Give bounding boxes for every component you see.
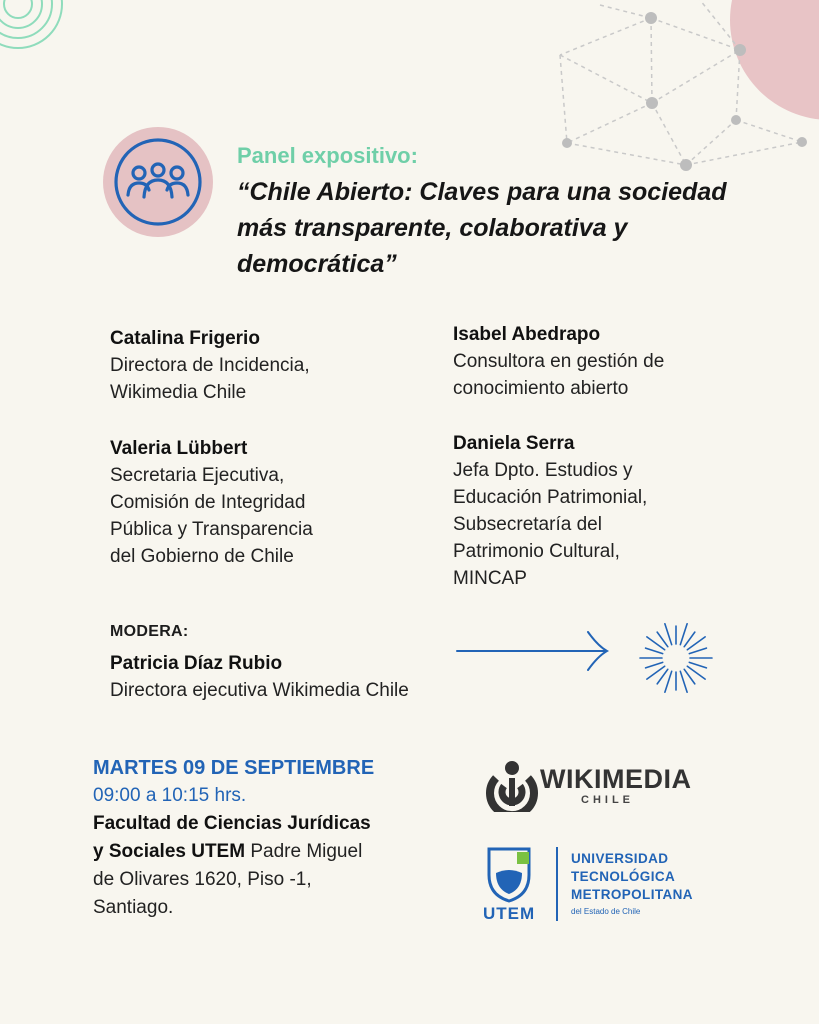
starburst-ray — [684, 632, 695, 647]
starburst-ray — [689, 662, 706, 668]
panel-title: “Chile Abierto: Claves para una sociedad más transparente, colaborativa y democrática” — [237, 178, 727, 278]
wikimedia-logo-text: WIKIMEDIA — [540, 764, 692, 794]
starburst-ray — [646, 648, 663, 654]
people-group-icon — [103, 127, 213, 237]
wikimedia-logo-icon — [486, 760, 538, 812]
speaker-role-line: Consultora en gestión de — [453, 351, 665, 372]
green-arcs-decoration — [0, 0, 62, 48]
utem-logo-subtext: del Estado de Chile — [571, 907, 641, 916]
speaker-role-line: Comisión de Integridad — [110, 492, 306, 513]
venue-name-line1: Facultad de Ciencias Jurídicas — [93, 813, 371, 834]
event-venue — [93, 810, 453, 922]
speaker-role-line: del Gobierno de Chile — [110, 546, 294, 567]
speaker-name: Daniela Serra — [453, 433, 575, 454]
speaker-role-line: Wikimedia Chile — [110, 382, 247, 403]
speaker-role-line: Educación Patrimonial, — [453, 487, 648, 508]
panel-label: Panel expositivo: — [237, 143, 418, 168]
starburst-ray — [689, 648, 706, 654]
speaker-role-line: conocimiento abierto — [453, 378, 629, 399]
speaker-role-line: Pública y Transparencia — [110, 519, 313, 540]
venue-name-line2: y Sociales UTEM — [93, 841, 246, 862]
utem-name-line: UNIVERSIDAD — [571, 851, 669, 866]
arrow-icon — [457, 632, 607, 670]
starburst-ray — [680, 671, 687, 692]
utem-logo-name — [571, 850, 693, 904]
utem-shield-icon — [485, 845, 541, 905]
starburst-ray — [646, 662, 663, 668]
moderator-label: MODERA: — [110, 623, 189, 640]
speaker-role-line: Directora de Incidencia, — [110, 355, 310, 376]
utem-divider — [556, 847, 558, 921]
event-time: 09:00 a 10:15 hrs. — [93, 785, 247, 806]
group-icon-badge — [103, 127, 213, 237]
starburst-ray — [680, 624, 687, 645]
pink-circle-decoration — [730, 0, 819, 120]
speaker-role-line: Subsecretaría del — [453, 514, 602, 535]
starburst-ray — [684, 669, 695, 684]
moderator — [110, 650, 409, 704]
moderator-role: Directora ejecutiva Wikimedia Chile — [110, 680, 409, 701]
utem-logo-word: UTEM — [483, 904, 536, 923]
speaker-role-line: Patrimonio Cultural, — [453, 541, 620, 562]
speaker-name: Valeria Lübbert — [110, 438, 248, 459]
speaker-role-line: MINCAP — [453, 568, 527, 589]
starburst-ray — [665, 671, 672, 692]
venue-address-2: de Olivares 1620, Piso -1, — [93, 869, 312, 890]
utem-name-line: METROPOLITANA — [571, 887, 693, 902]
speaker-role-line: Secretaria Ejecutiva, — [110, 465, 285, 486]
speaker-isabel — [453, 321, 664, 402]
starburst-ray — [665, 624, 672, 645]
speaker-valeria — [110, 435, 313, 570]
venue-address-3: Santiago. — [93, 897, 174, 918]
moderator-name: Patricia Díaz Rubio — [110, 653, 283, 674]
speaker-role-line: Jefa Dpto. Estudios y — [453, 460, 633, 481]
starburst-ray — [657, 669, 668, 684]
starburst-ray — [657, 632, 668, 647]
speaker-name: Isabel Abedrapo — [453, 324, 601, 345]
speaker-daniela — [453, 430, 647, 592]
speaker-catalina — [110, 325, 310, 406]
utem-name-line: TECNOLÓGICA — [571, 869, 676, 884]
starburst-icon — [640, 624, 712, 692]
wikimedia-logo-subtext: CHILE — [581, 794, 634, 806]
venue-address-1: Padre Miguel — [245, 841, 363, 862]
event-date: MARTES 09 DE SEPTIEMBRE — [93, 757, 375, 779]
speaker-name: Catalina Frigerio — [110, 328, 260, 349]
